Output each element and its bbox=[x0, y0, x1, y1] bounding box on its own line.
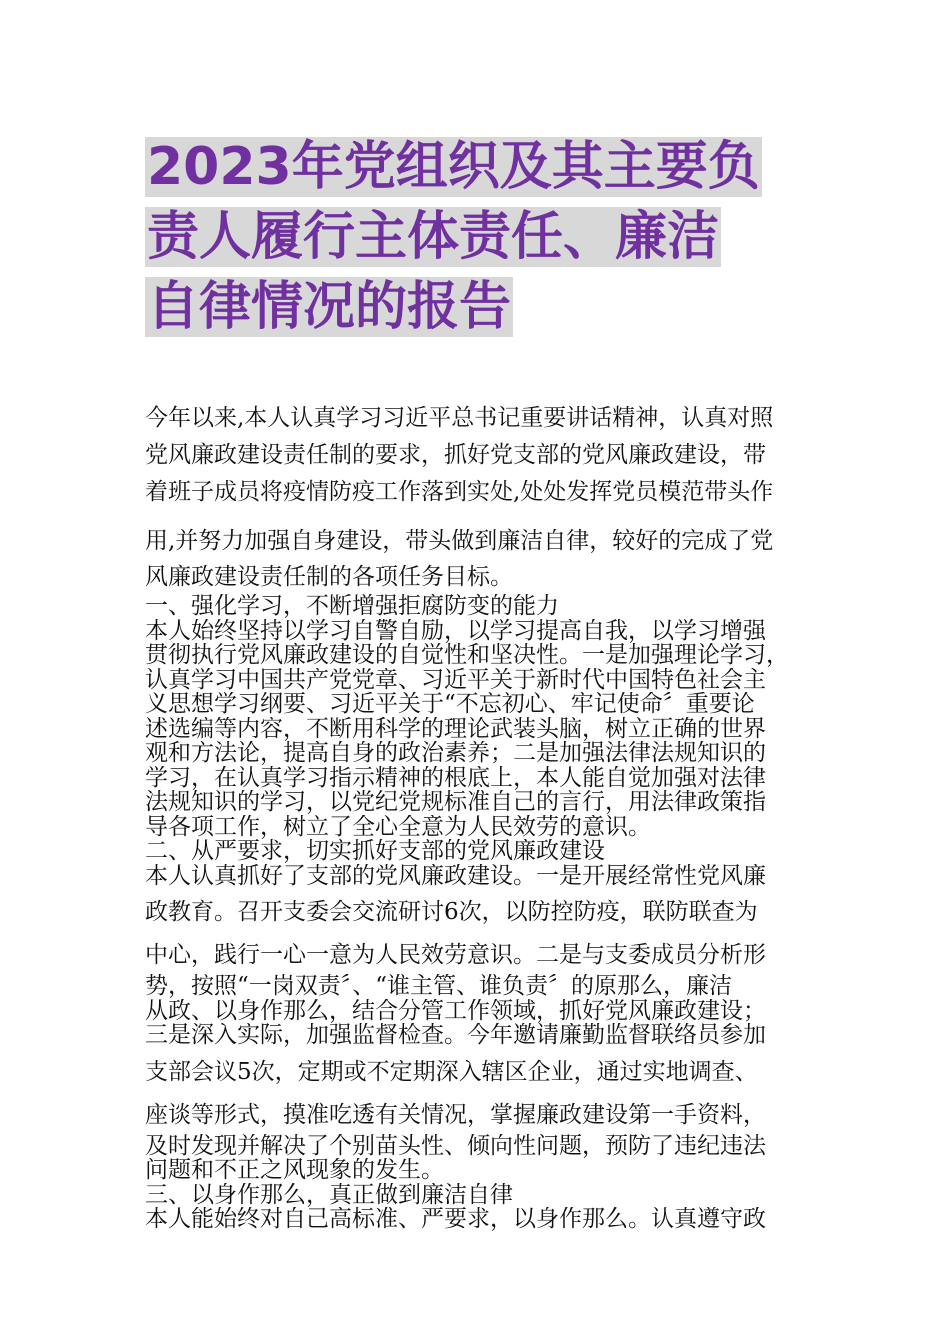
text-line: 风廉政建设责任制的各项任务目标。 bbox=[145, 564, 513, 590]
text-line: 用,并努力加强自身建设，带头做到廉洁自律，较好的完成了党 bbox=[145, 528, 774, 554]
text-line: 今年以来,本人认真学习习近平总书记重要讲话精神，认真对照 bbox=[145, 405, 774, 431]
text-line: 观和方法论，提高自身的政治素养；二是加强法律法规知识的 bbox=[145, 741, 766, 766]
text-line: 问题和不正之风现象的发生。 bbox=[145, 1158, 444, 1183]
text-line: 贯彻执行党风廉政建设的自觉性和坚决性。一是加强理论学习， bbox=[145, 643, 789, 668]
text-line: 从政、以身作那么，结合分管工作领域，抓好党风廉政建设； bbox=[145, 998, 766, 1023]
section-heading: 二、从严要求，切实抓好支部的党风廉政建设 bbox=[145, 839, 605, 864]
text-line: 学习，在认真学习指示精神的根底上，本人能自觉加强对法律 bbox=[145, 765, 766, 790]
section-heading: 三、以身作那么，真正做到廉洁自律 bbox=[145, 1182, 513, 1207]
document-body bbox=[145, 400, 810, 1232]
title-line: 自律情况的报告 bbox=[147, 277, 512, 337]
section-heading: 一、强化学习，不断增强拒腐防变的能力 bbox=[145, 594, 559, 619]
text-line: 导各项工作，树立了全心全意为人民效劳的意识。 bbox=[145, 814, 651, 839]
text-line: 势，按照“一岗双责〞、“谁主管、谁负责〞的原那么，廉洁 bbox=[145, 974, 733, 999]
text-line: 三是深入实际，加强监督检查。今年邀请廉勤监督联络员参加 bbox=[145, 1023, 766, 1048]
text-line: 本人能始终对自己高标准、严要求，以身作那么。认真遵守政 bbox=[145, 1207, 766, 1232]
text-line: 中心，践行一心一意为人民效劳意识。二是与支委成员分析形 bbox=[145, 942, 766, 968]
text-line: 座谈等形式，摸准吃透有关情况，掌握廉政建设第一手资料， bbox=[145, 1101, 766, 1128]
text-line: 本人始终坚持以学习自警自励，以学习提高自我，以学习增强 bbox=[145, 618, 766, 643]
text-line: 义思想学习纲要、习近平关于“不忘初心、牢记使命〞重要论 bbox=[145, 692, 755, 717]
title-line: 2023年党组织及其主要负 bbox=[147, 137, 760, 197]
text-line: 及时发现并解决了个别苗头性、倾向性问题，预防了违纪违法 bbox=[145, 1133, 766, 1158]
text-line: 本人认真抓好了支部的党风廉政建设。一是开展经常性党风廉 bbox=[145, 863, 766, 888]
text-line: 着班子成员将疫情防疫工作落到实处,处处发挥党员模范带头作 bbox=[145, 479, 774, 505]
document-title bbox=[145, 132, 815, 342]
text-line: 政教育。召开支委会交流研讨6次，以防控防疫，联防联查为 bbox=[145, 899, 758, 925]
text-line: 支部会议5次，定期或不定期深入辖区企业，通过实地调查、 bbox=[145, 1058, 758, 1085]
text-line: 法规知识的学习，以党纪党规标准自己的言行，用法律政策指 bbox=[145, 790, 766, 815]
text-line: 述选编等内容，不断用科学的理论武装头脑，树立正确的世界 bbox=[145, 716, 766, 741]
text-line: 党风廉政建设责任制的要求，抓好党支部的党风廉政建设，带 bbox=[145, 442, 766, 468]
title-line: 责人履行主体责任、廉洁 bbox=[147, 207, 720, 267]
text-line: 认真学习中国共产党党章、习近平关于新时代中国特色社会主 bbox=[145, 667, 766, 692]
